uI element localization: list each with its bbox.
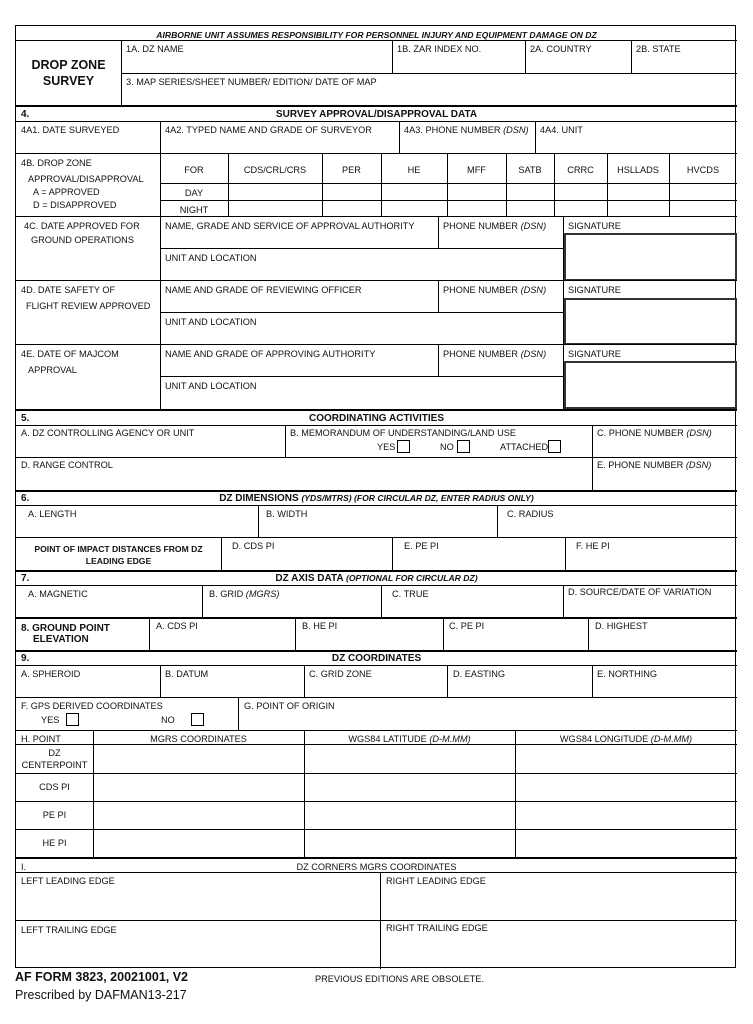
section-7-number: 7. [21,573,30,584]
gps-yes-checkbox[interactable] [66,713,79,726]
dz-approval-label-2: APPROVAL/DISAPPROVAL [28,174,144,184]
grid-field[interactable]: B. GRID (MGRS) [209,589,280,599]
mou-no-label: NO [440,442,454,452]
approval-authority-field[interactable]: NAME, GRADE AND SERVICE OF APPROVAL AUTHORITY [165,221,415,231]
for-label: FOR [184,165,204,175]
latitude-column-header: WGS84 LATITUDE (D-M.MM) [348,734,471,744]
majcom-phone-field[interactable]: PHONE NUMBER (DSN) [443,349,547,359]
review-signature-label: SIGNATURE [568,285,621,295]
previous-editions-notice: PREVIOUS EDITIONS ARE OBSOLETE. [315,974,484,984]
mou-label: B. MEMORANDUM OF UNDERSTANDING/LAND USE [290,428,516,438]
corners-title: DZ CORNERS MGRS COORDINATES [296,862,457,872]
approval-phone-field[interactable]: PHONE NUMBER (DSN) [443,221,547,231]
section-5-number: 5. [21,413,30,424]
longitude-column-header: WGS84 LONGITUDE (D-M.MM) [559,734,693,744]
unit-field[interactable]: 4A4. UNIT [540,125,583,135]
section-7-title: DZ AXIS DATA (OPTIONAL FOR CIRCULAR DZ) [275,573,478,584]
corners-number: I. [21,862,27,872]
right-leading-edge-field[interactable]: RIGHT LEADING EDGE [386,876,486,886]
flight-safety-label-2: FLIGHT REVIEW APPROVED [26,301,151,311]
approval-signature-box[interactable] [564,233,737,281]
dz-approval-label-3: A = APPROVED [33,187,100,197]
length-field[interactable]: A. LENGTH [28,509,77,519]
column-he: HE [407,165,421,175]
section-6-title: DZ DIMENSIONS (YDS/MTRS) (FOR CIRCULAR DZ, ENTER RADIUS ONLY) [219,493,534,504]
elevation-he-field[interactable]: B. HE PI [302,621,338,631]
prescribed-by: Prescribed by DAFMAN13-217 [15,988,187,1002]
surveyor-phone-field[interactable]: 4A3. PHONE NUMBER (DSN) [404,125,529,135]
day-label: DAY [184,188,204,198]
section-4-number: 4. [21,109,30,120]
column-satb: SATB [518,165,542,175]
dz-approval-label-1: 4B. DROP ZONE [21,158,92,168]
ground-ops-label-2: GROUND OPERATIONS [31,235,134,245]
agency-phone-field[interactable]: C. PHONE NUMBER (DSN) [597,428,712,438]
radius-field[interactable]: C. RADIUS [507,509,554,519]
range-control-field[interactable]: D. RANGE CONTROL [21,460,113,470]
map-series-field[interactable]: 3. MAP SERIES/SHEET NUMBER/ EDITION/ DATE OF MAP [126,77,377,87]
section-4-title: SURVEY APPROVAL/DISAPPROVAL DATA [275,109,478,120]
left-leading-edge-field[interactable]: LEFT LEADING EDGE [21,876,115,886]
poi-pe-field[interactable]: E. PE PI [404,541,439,551]
easting-field[interactable]: D. EASTING [453,669,506,679]
mgrs-column-header: MGRS COORDINATES [150,734,247,744]
column-crrc: CRRC [567,165,594,175]
section-6-number: 6. [21,493,30,504]
poi-distances-label-2: LEADING EDGE [85,556,152,566]
left-trailing-edge-field[interactable]: LEFT TRAILING EDGE [21,925,117,935]
form-title-line1: DROP ZONE [31,58,106,72]
mou-attached-checkbox[interactable] [548,440,561,453]
ground-point-elevation-label-1: 8. GROUND POINT [21,623,110,634]
controlling-agency-field[interactable]: A. DZ CONTROLLING AGENCY OR UNIT [21,428,195,438]
gps-no-checkbox[interactable] [191,713,204,726]
point-of-origin-field[interactable]: G. POINT OF ORIGIN [244,701,335,711]
section-5-title: COORDINATING ACTIVITIES [309,413,444,424]
section-9-title: DZ COORDINATES [331,653,422,664]
column-cds: CDS/CRL/CRS [243,165,307,175]
review-signature-box[interactable] [564,298,737,345]
majcom-unit-location-field[interactable]: UNIT AND LOCATION [165,381,257,391]
responsibility-banner: AIRBORNE UNIT ASSUMES RESPONSIBILITY FOR PERSONNEL INJURY AND EQUIPMENT DAMAGE ON DZ [156,30,597,40]
drop-zone-survey-form [15,25,736,968]
poi-cds-field[interactable]: D. CDS PI [232,541,275,551]
majcom-signature-label: SIGNATURE [568,349,621,359]
ground-ops-label-1: 4C. DATE APPROVED FOR [24,221,140,231]
true-field[interactable]: C. TRUE [392,589,429,599]
elevation-cds-field[interactable]: A. CDS PI [156,621,198,631]
gps-derived-label: F. GPS DERIVED COORDINATES [21,701,163,711]
column-hsllads: HSLLADS [617,165,659,175]
elevation-pe-field[interactable]: C. PE PI [449,621,485,631]
column-per: PER [342,165,361,175]
majcom-label-2: APPROVAL [28,365,77,375]
spheroid-field[interactable]: A. SPHEROID [21,669,81,679]
country-field[interactable]: 2A. COUNTRY [530,44,592,54]
zar-index-field[interactable]: 1B. ZAR INDEX NO. [397,44,482,54]
range-phone-field[interactable]: E. PHONE NUMBER (DSN) [597,460,712,470]
majcom-signature-box[interactable] [564,361,737,409]
mou-no-checkbox[interactable] [457,440,470,453]
magnetic-field[interactable]: A. MAGNETIC [28,589,88,599]
row-label-cds-pi: CDS PI [39,782,70,792]
datum-field[interactable]: B. DATUM [165,669,209,679]
row-label-dz-line1: DZ [48,748,61,758]
section-9-number: 9. [21,653,30,664]
dz-name-field[interactable]: 1A. DZ NAME [126,44,184,54]
reviewing-officer-field[interactable]: NAME AND GRADE OF REVIEWING OFFICER [165,285,362,295]
poi-distances-label-1: POINT OF IMPACT DISTANCES FROM DZ [34,544,203,554]
review-phone-field[interactable]: PHONE NUMBER (DSN) [443,285,547,295]
state-field[interactable]: 2B. STATE [636,44,681,54]
right-trailing-edge-field[interactable]: RIGHT TRAILING EDGE [386,923,488,933]
row-label-pe-pi: PE PI [42,810,67,820]
gps-yes-label: YES [41,715,60,725]
form-title-line2: SURVEY [42,74,95,88]
column-mff: MFF [467,165,486,175]
width-field[interactable]: B. WIDTH [266,509,308,519]
elevation-highest-field[interactable]: D. HIGHEST [595,621,648,631]
approving-authority-field[interactable]: NAME AND GRADE OF APPROVING AUTHORITY [165,349,376,359]
dz-approval-label-4: D = DISAPPROVED [33,200,117,210]
row-label-dz-line2: CENTERPOINT [21,760,88,770]
gps-no-label: NO [161,715,175,725]
ground-point-elevation-label-2: ELEVATION [33,634,89,645]
grid-zone-field[interactable]: C. GRID ZONE [309,669,372,679]
column-hvcds: HVCDS [686,165,720,175]
mou-attached-label: ATTACHED [500,442,549,452]
northing-field[interactable]: E. NORTHING [597,669,658,679]
review-unit-location-field[interactable]: UNIT AND LOCATION [165,317,257,327]
divider [16,40,737,41]
night-label: NIGHT [179,205,209,215]
row-label-he-pi: HE PI [42,838,67,848]
mou-yes-label: YES [377,442,396,452]
poi-he-field[interactable]: F. HE PI [576,541,610,551]
majcom-label-1: 4E. DATE OF MAJCOM [21,349,119,359]
form-identifier: AF FORM 3823, 20021001, V2 [15,970,189,984]
point-column-header: H. POINT [21,734,61,744]
approval-unit-location-field[interactable]: UNIT AND LOCATION [165,253,257,263]
variation-source-field[interactable]: D. SOURCE/DATE OF VARIATION [568,587,712,597]
approval-signature-label: SIGNATURE [568,221,621,231]
flight-safety-label-1: 4D. DATE SAFETY OF [21,285,116,295]
date-surveyed-field[interactable]: 4A1. DATE SURVEYED [21,125,120,135]
surveyor-name-field[interactable]: 4A2. TYPED NAME AND GRADE OF SURVEYOR [165,125,372,135]
mou-yes-checkbox[interactable] [397,440,410,453]
